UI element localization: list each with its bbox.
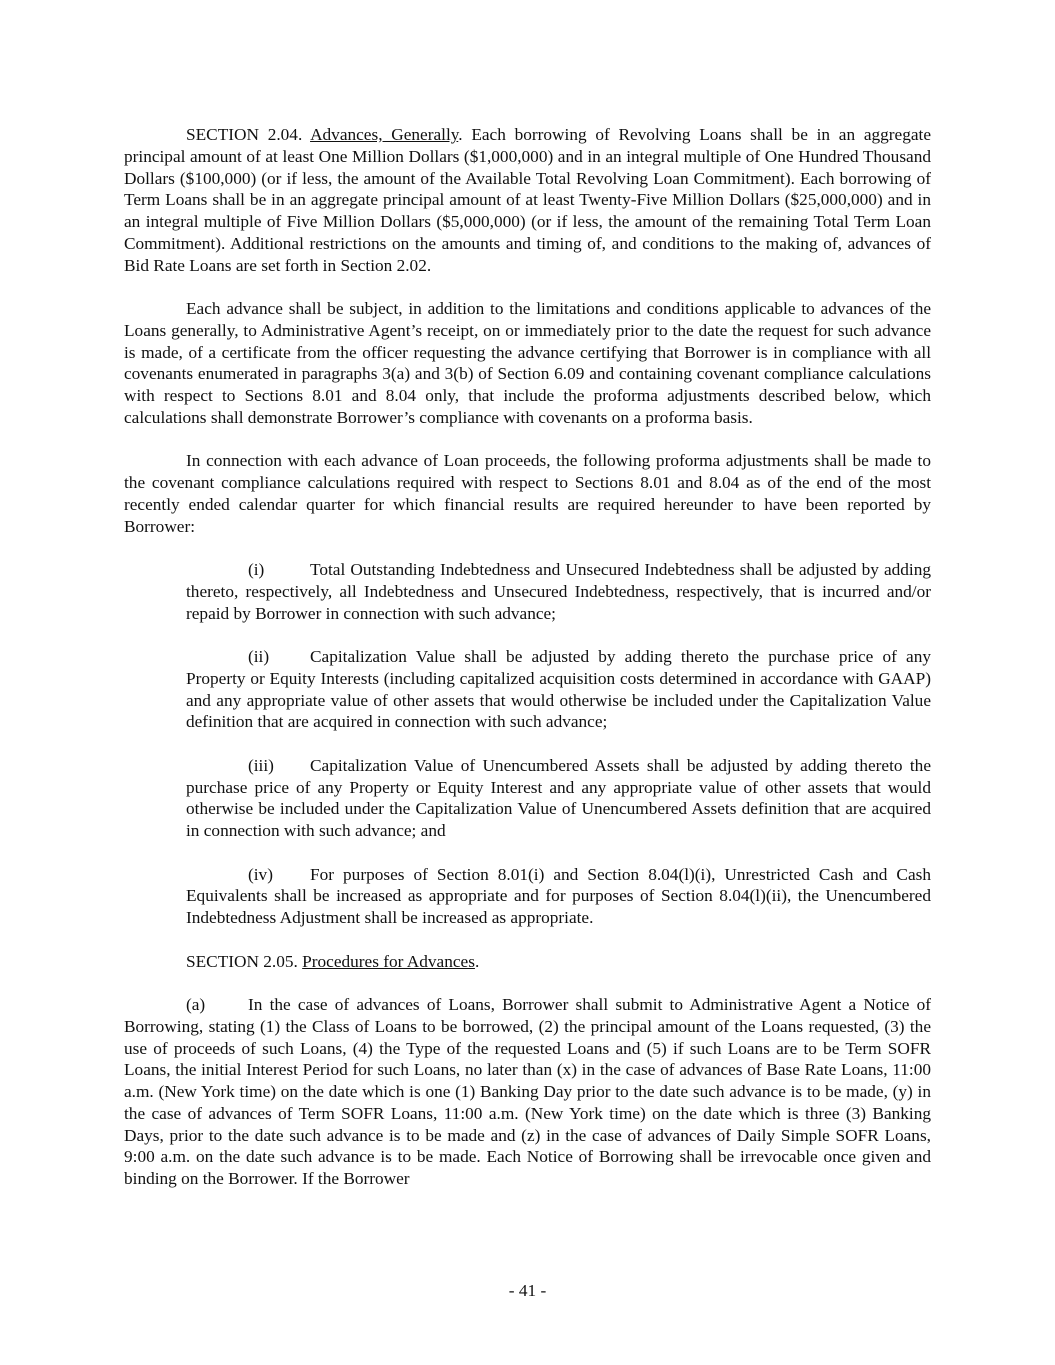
section-2-04-body: . Each borrowing of Revolving Loans shall be in an aggregate principal amount of at least One Million Dollars ($1,000,000) and in an integral multiple of One Hundred Thousand Dollars ($100,000) (or if less, the amount of the Available Total Revolving Loan Commitment). Each borrowing of Term Loans shall be in an aggregate principal amount of at least Twenty-Five Million Dollars ($25,000,000) and in an integral multiple of Five Million Dollars ($5,000,000) (or if less, the amount of the remaining Total Term Loan Commitment). Additional restrictions on the amounts and timing of, and conditions to the making of, advances of Bid Rate Loans are set forth in Section 2.02.	[124, 125, 931, 275]
section-2-05-label: SECTION 2.05.	[186, 951, 303, 971]
section-2-05-heading: Procedures for Advances	[302, 951, 475, 971]
section-2-04-label: SECTION 2.04.	[186, 125, 311, 144]
adjustment-item-i	[186, 559, 931, 624]
paragraph-gap	[124, 429, 931, 451]
adjustment-item-ii	[186, 646, 931, 733]
paragraph-a-number: (a)	[186, 995, 206, 1014]
section-2-04-heading: Advances, Generally	[310, 125, 459, 144]
section-2-05-end: .	[474, 951, 480, 971]
adjustment-item-iv	[186, 864, 931, 929]
adjustment-item-iii	[186, 755, 931, 842]
item-number: (ii)	[248, 647, 270, 666]
page-number: - 41 -	[508, 1281, 547, 1300]
item-text: Total Outstanding Indebtedness and Unsecured Indebtedness shall be adjusted by adding thereto, respectively, all Indebtedness and Unsecured Indebtedness, respectively, that is incurred and/or repaid by Borrower in connection with such advance;	[186, 560, 931, 623]
section-2-04-paragraph	[124, 124, 931, 276]
section-2-05-heading-paragraph	[124, 951, 931, 973]
item-text: Capitalization Value shall be adjusted by adding thereto the purchase price of any Property or Equity Interests (including capitalized acquisition costs determined in accordance with GAAP) and any appropriate value of other assets that would otherwise be included under the Capitalization Value definition that are acquired in connection with such advance;	[186, 647, 931, 732]
paragraph-a-text: In the case of advances of Loans, Borrower shall submit to Administrative Agent a Notice of Borrowing, stating (1) the Class of Loans to be borrowed, (2) the principal amount of the Loans requested, (3) the use of proceeds of such Loans, (4) the Type of the requested Loans and (5) if such Loans are to be Term SOFR Loans, the initial Interest Period for such Loans, no later than (x) in the case of advances of Base Rate Loans, 11:00 a.m. (New York time) on the date which is one (1) Banking Day prior to the date such advance is to be made, (y) in the case of advances of Term SOFR Loans, 11:00 a.m. (New York time) on the date which is three (3) Banking Days, prior to the date such advance is to be made and (z) in the case of advances of Daily Simple SOFR Loans, 9:00 a.m. on the date such advance is to be made. Each Notice of Borrowing shall be irrevocable once given and binding on the Borrower. If the Borrower	[124, 995, 931, 1188]
proforma-adjustments-paragraph: In connection with each advance of Loan proceeds, the following proforma adjustments shall be made to the covenant compliance calculations required with respect to Sections 8.01 and 8.04 as of the end of the most recently ended calendar quarter for which financial results are required hereunder to have been reported by Borrower:	[124, 451, 931, 536]
document-page	[124, 124, 931, 1190]
paragraph-gap	[124, 842, 931, 864]
paragraph-gap	[124, 624, 931, 646]
item-number: (iii)	[248, 755, 274, 775]
paragraph-gap	[124, 972, 931, 994]
item-text: Capitalization Value of Unencumbered Assets shall be adjusted by adding thereto the purchase price of any Property or Equity Interest and any appropriate value of other assets that would otherwise be included under the Capitalization Value of Unencumbered Assets definition that are acquired in connection with such advance; and	[186, 755, 931, 840]
paragraph-gap	[124, 537, 931, 559]
paragraph-gap	[124, 929, 931, 951]
advance-conditions-paragraph: Each advance shall be subject, in addition to the limitations and conditions applicable to advances of the Loans generally, to Administrative Agent’s receipt, on or immediately prior to the date the request for such advance is made, of a certificate from the officer requesting the advance certifying that Borrower is in compliance with all covenants enumerated in paragraphs 3(a) and 3(b) of Section 6.09 and containing covenant compliance calculations with respect to Sections 8.01 and 8.04 only, that include the proforma adjustments described below, which calculations shall demonstrate Borrower’s compliance with covenants on a proforma basis.	[124, 299, 931, 427]
item-number: (i)	[248, 560, 265, 579]
item-number: (iv)	[248, 864, 273, 884]
paragraph-gap	[124, 276, 931, 298]
paragraph-gap	[124, 733, 931, 755]
paragraph-a	[124, 994, 931, 1190]
item-text: For purposes of Section 8.01(i) and Section 8.04(l)(i), Unrestricted Cash and Cash Equivalents shall be increased as appropriate and for purposes of Section 8.04(l)(ii), the Unencumbered Indebtedness Adjustment shall be increased as appropriate.	[186, 864, 931, 927]
